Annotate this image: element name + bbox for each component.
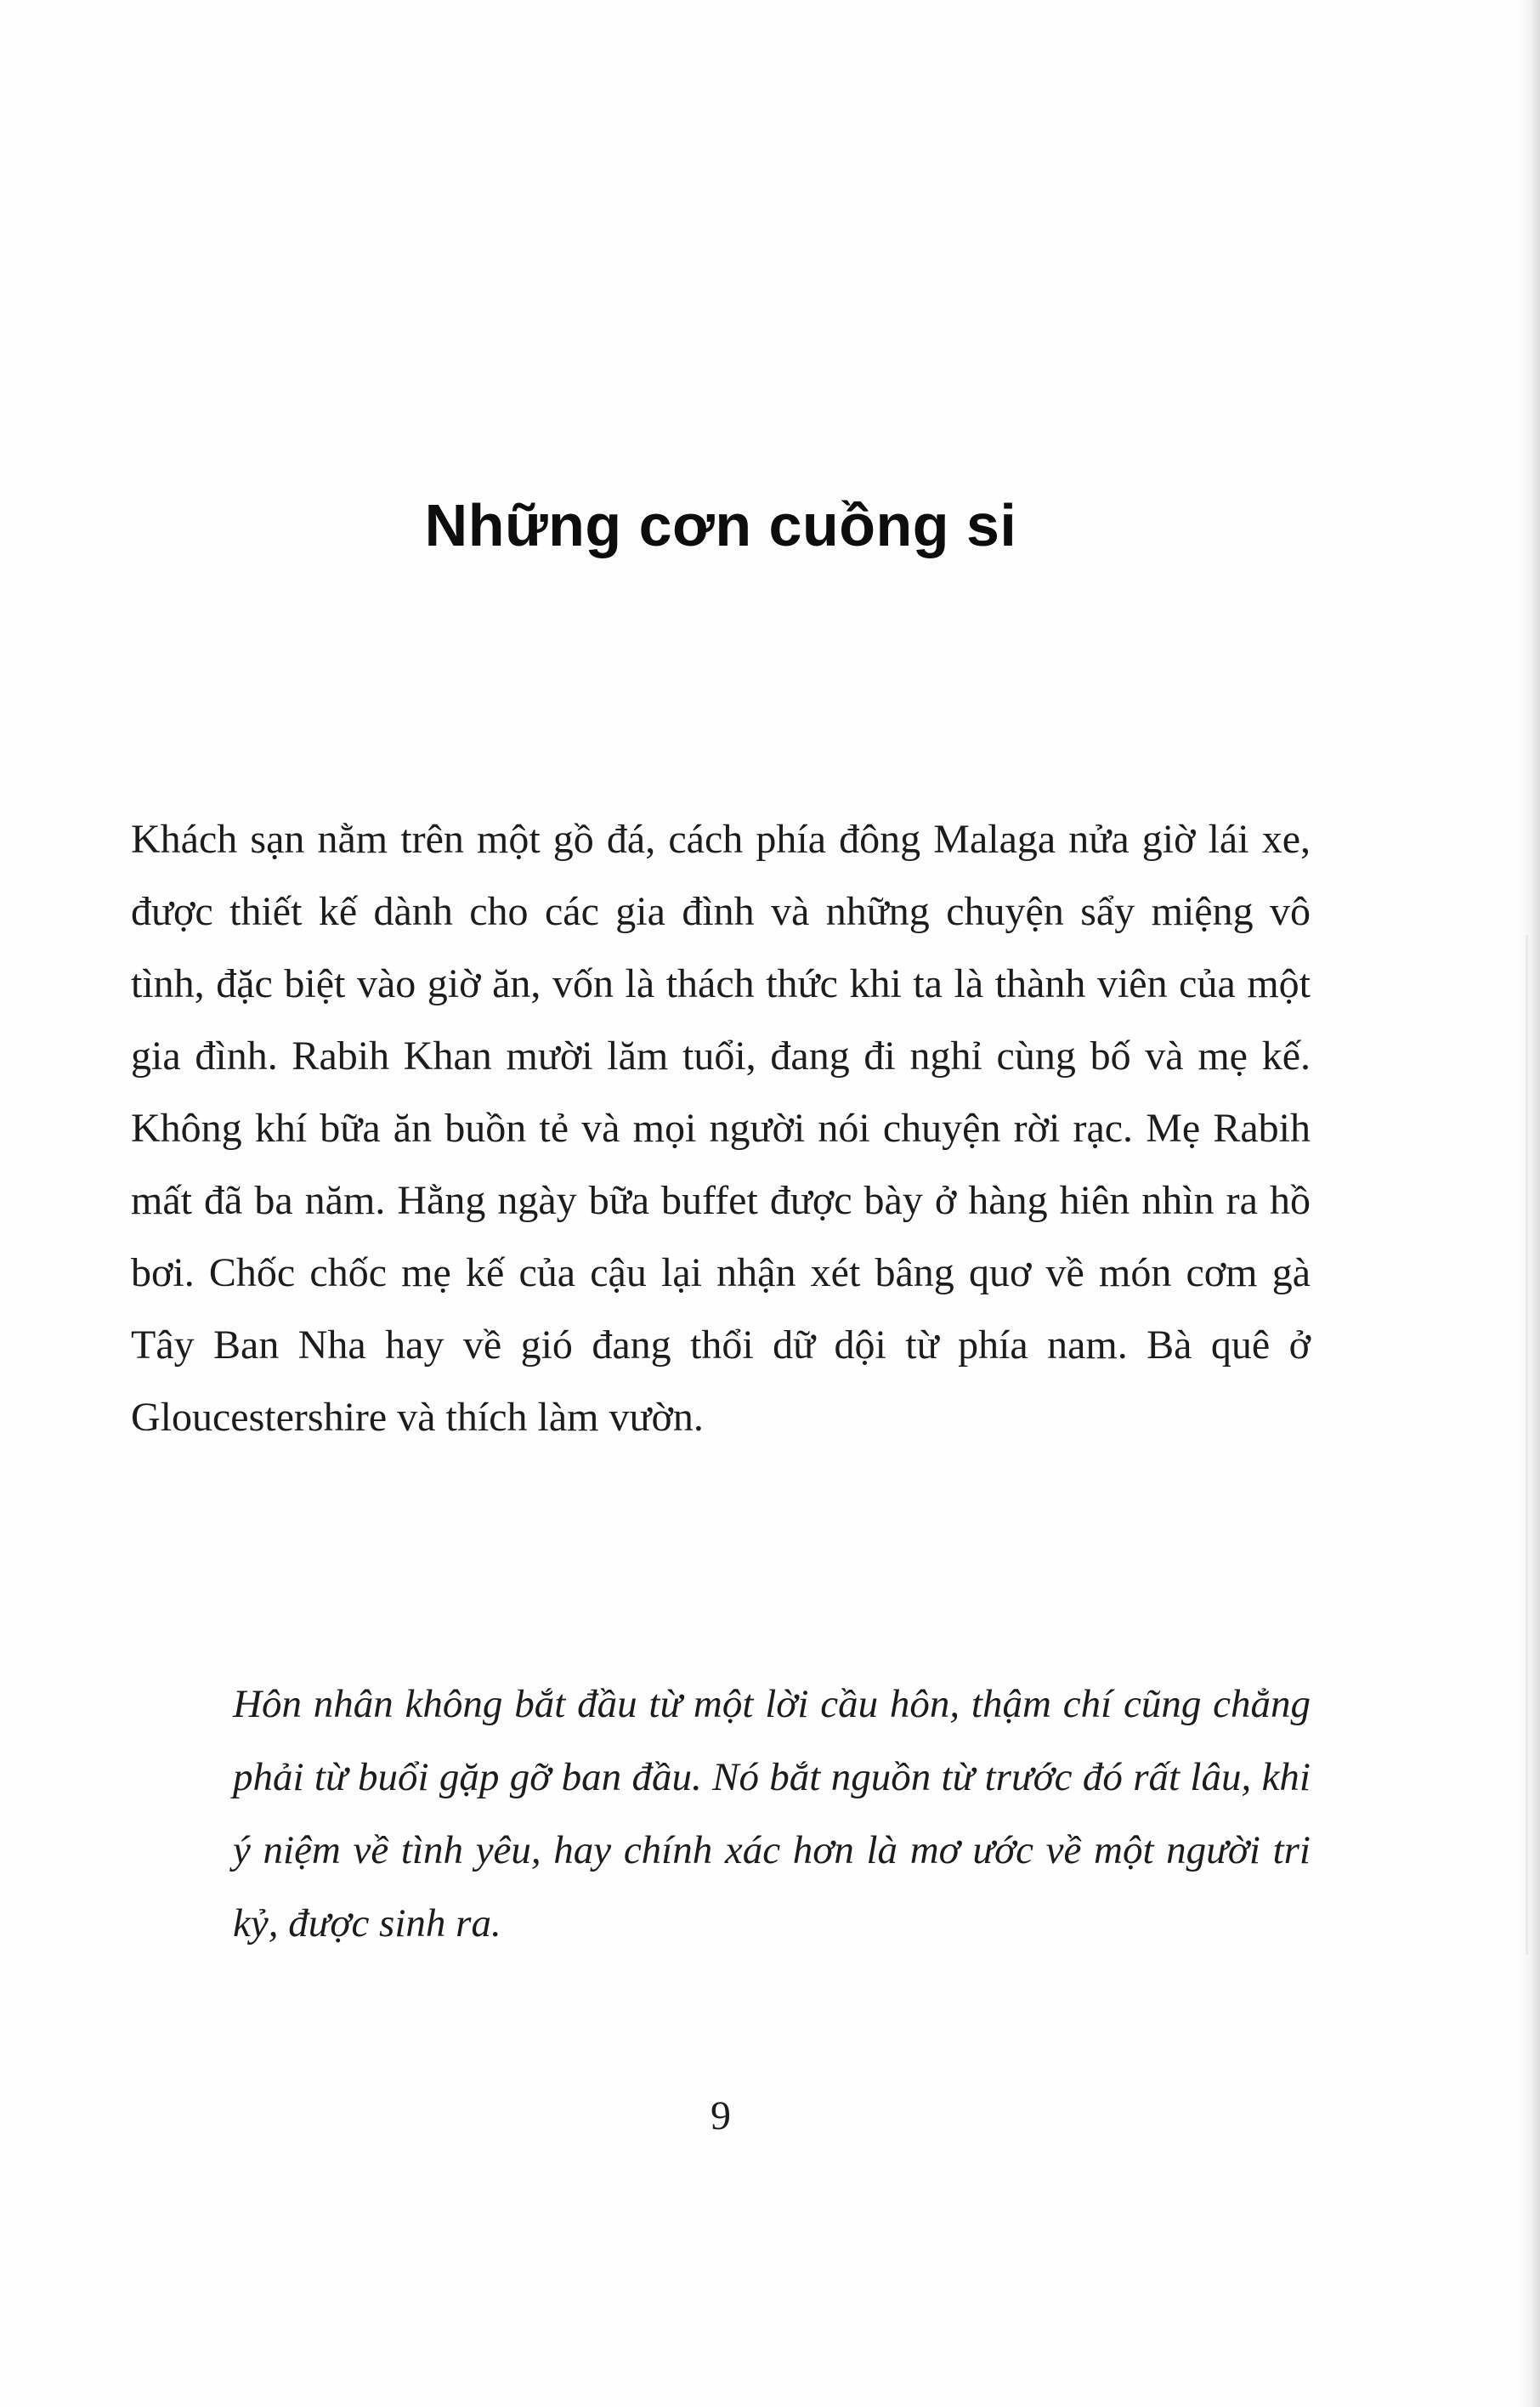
chapter-title: Những cơn cuồng si bbox=[424, 492, 1017, 558]
scan-edge-artifact bbox=[1526, 935, 1528, 1955]
page-edge-shadow bbox=[1518, 0, 1540, 2407]
page-number: 9 bbox=[711, 2093, 731, 2138]
body-paragraph: Khách sạn nằm trên một gồ đá, cách phía đông Malaga nửa giờ lái xe, được thiết kế dành cho các gia đình và những chuyện sẩy miệng vô tình, đặc biệt vào giờ ăn, vốn là thách thức khi ta là thành viên của một gia đình. Rabih Khan mười lăm tuổi, đang đi nghỉ cùng bố và mẹ kế. Không khí bữa ăn buồn tẻ và mọi người nói chuyện rời rạc. Mẹ Rabih mất đã ba năm. Hằng ngày bữa buffet được bày ở hàng hiên nhìn ra hồ bơi. Chốc chốc mẹ kế của cậu lại nhận xét bâng quơ về món cơm gà Tây Ban Nha hay về gió đang thổi dữ dội từ phía nam. Bà quê ở Gloucestershire và thích làm vườn. bbox=[131, 817, 1311, 1440]
quote-paragraph: Hôn nhân không bắt đầu từ một lời cầu hôn, thậm chí cũng chẳng phải từ buổi gặp gỡ ban đầu. Nó bắt nguồn từ trước đó rất lâu, khi ý niệm về tình yêu, hay chính xác hơn là mơ ước về một người tri kỷ, được sinh ra. bbox=[233, 1682, 1311, 1945]
